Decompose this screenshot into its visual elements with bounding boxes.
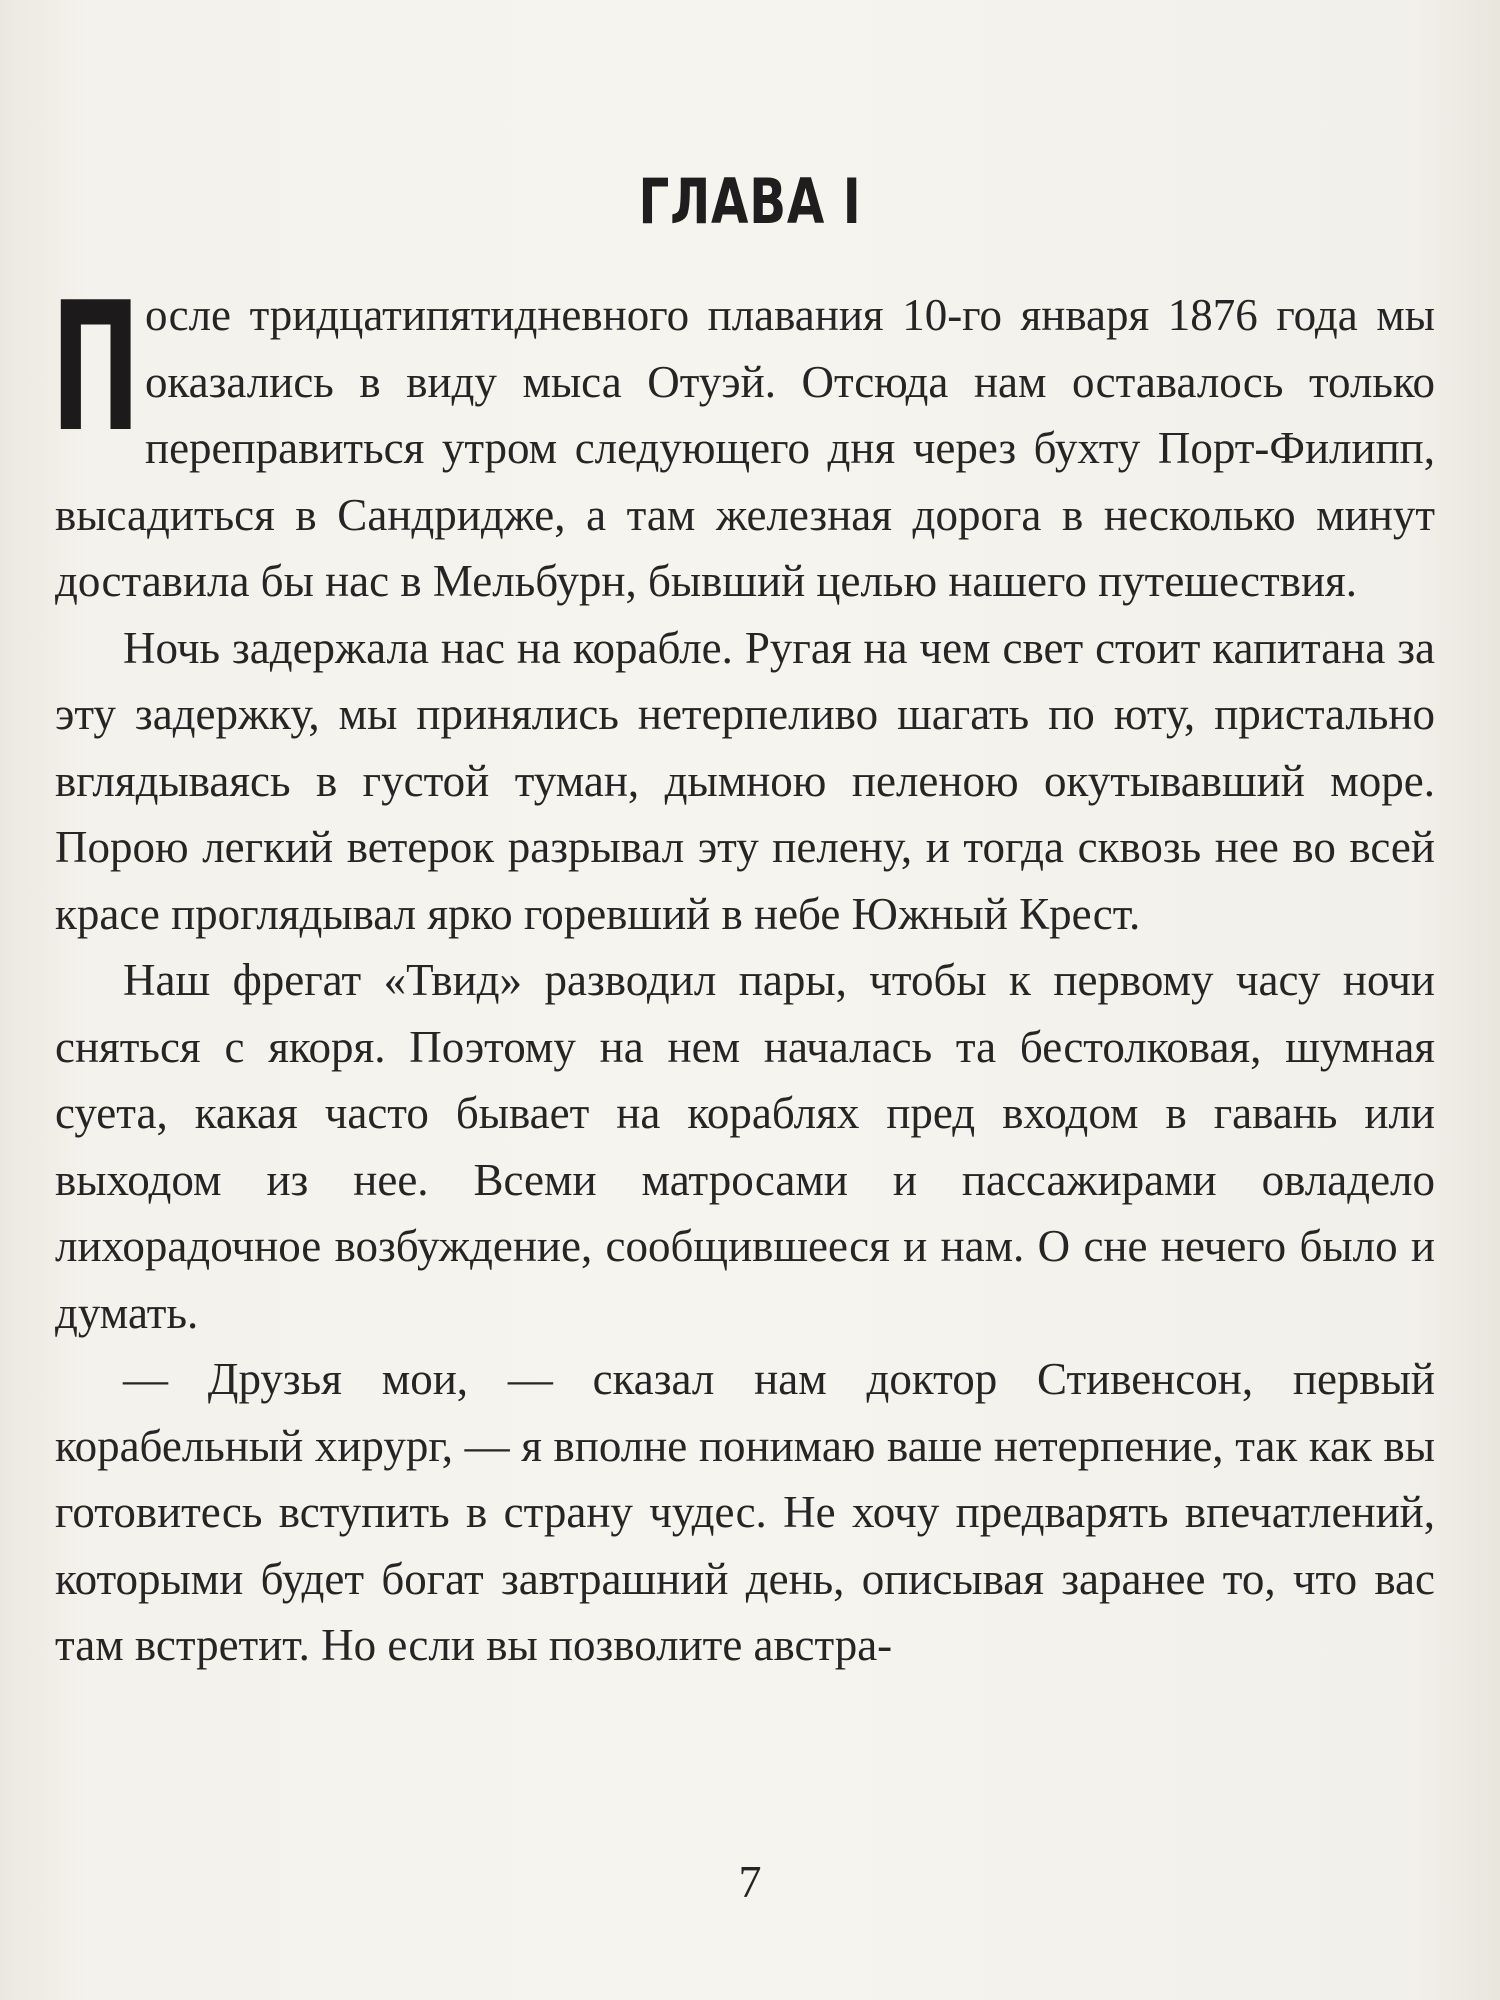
body-text [51, 264, 1435, 1679]
paragraph-4: — Друзья мои, — сказал нам доктор Стивенсон, первый корабельный хирург, — я вполне понимаю ваше нетерпение, так как вы готовитесь вступить в страну чудес. Не хочу предварять впечатлений, которыми будет богат завтрашний день, описывая заранее то, что вас там встретит. Но если вы позволите австра- [55, 1354, 1435, 1670]
chapter-title: ГЛАВА I [638, 165, 862, 238]
paragraph-1 [51, 264, 1435, 615]
paragraph-2: Ночь задержала нас на корабле. Ругая на чем свет стоит капитана за эту задержку, мы принялись нетерпеливо шагать по юту, пристально вглядываясь в густой туман, дымною пеленою окутывавший море. Порою легкий ветерок разрывал эту пелену, и тогда сквозь нее во всей красе проглядывал ярко горевший в небе Южный Крест. [55, 622, 1435, 939]
page-number: 7 [738, 1856, 762, 1907]
paragraph-3: Наш фрегат «Твид» разводил пары, чтобы к первому часу ночи сняться с якоря. Поэтому на нем началась та бестолковая, шумная суета, какая часто бывает на кораблях пред входом в гавань или выходом из нее. Всеми матросами и пассажирами овладело лихорадочное возбуждение, сообщившееся и нам. О сне нечего было и думать. [55, 955, 1435, 1338]
drop-cap: П [51, 264, 141, 471]
paragraph-1-text: осле тридцатипятидневного плавания 10-го января 1876 года мы оказались в виду мыса Отуэй. Отсюда нам оставалось только переправиться утром следующего дня через бухту Порт-Филипп, высадиться в Сандридже, а там железная дорога в несколько минут доставила бы нас в Мельбурн, бывший целью нашего путешествия. [55, 290, 1435, 606]
